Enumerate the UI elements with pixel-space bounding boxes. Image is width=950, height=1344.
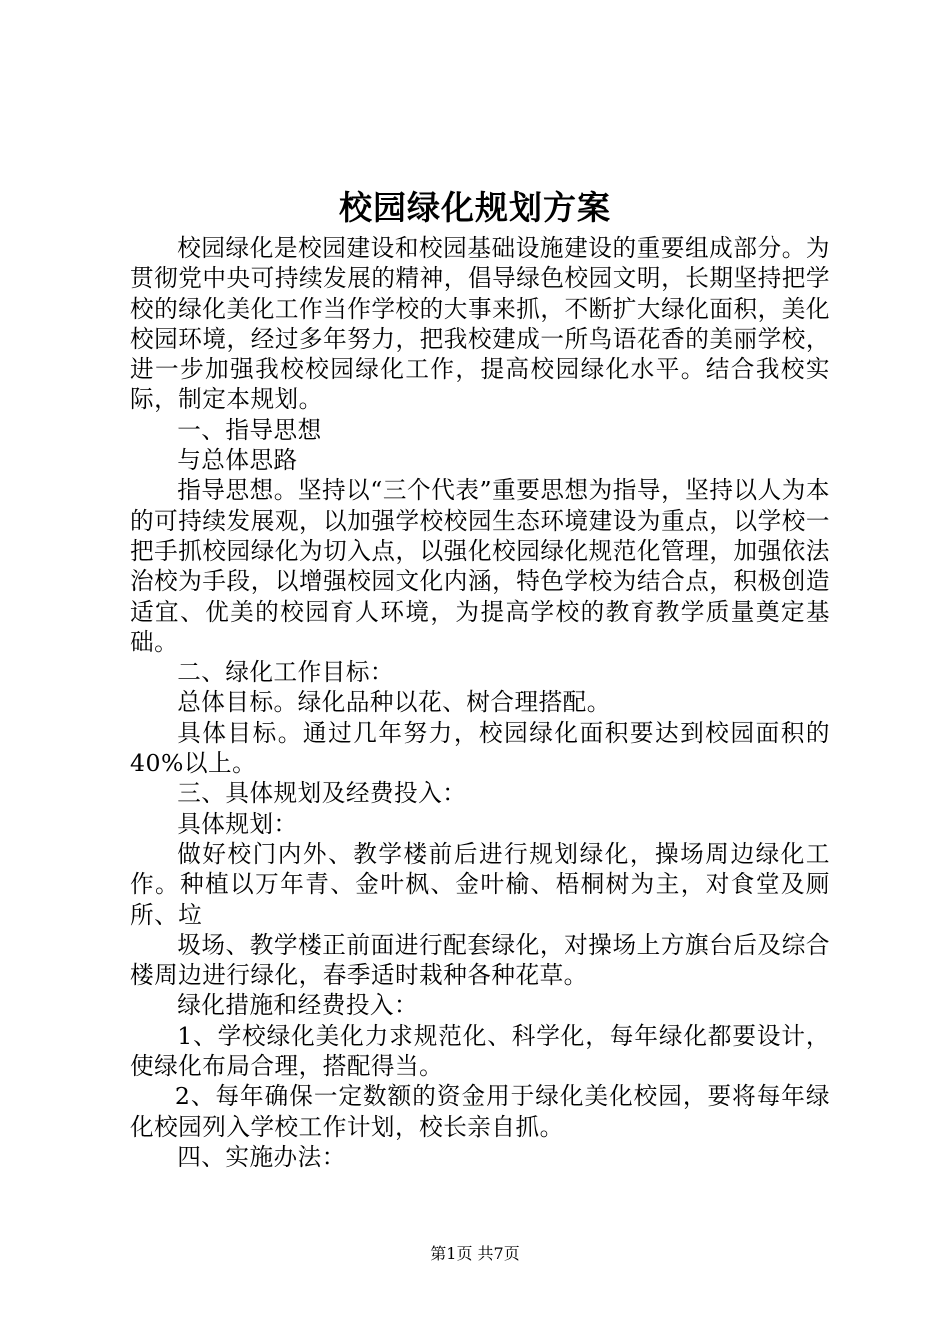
page-footer: 第1页 共7页	[430, 1244, 520, 1263]
list-item-measure-2: 2、每年确保一定数额的资金用于绿化美化校园，要将每年绿化校园列入学校工作计划，校长亲自抓。	[130, 1082, 830, 1141]
list-item-measure-1: 1、学校绿化美化力求规范化、科学化，每年绿化都要设计，使绿化布局合理，搭配得当。	[130, 1021, 830, 1081]
heading-implementation: 四、实施办法：	[177, 1142, 346, 1171]
paragraph-planning-part-2: 圾场、教学楼正前面进行配套绿化，对操场上方旗台后及综合楼周边进行绿化，春季适时栽种各种花草。	[130, 930, 830, 990]
heading-measures-and-funding: 绿化措施和经费投入：	[177, 991, 419, 1020]
paragraph-planning-part-1: 做好校门内外、教学楼前后进行规划绿化，操场周边绿化工作。种植以万年青、金叶枫、金叶榆、梧桐树为主，对食堂及厕所、垃	[130, 839, 830, 929]
paragraph-guiding-ideology: 指导思想。坚持以“三个代表”重要思想为指导，坚持以人为本的可持续发展观，以加强学校校园生态环境建设为重点，以学校一把手抓校园绿化为切入点，以强化校园绿化规范化管理，加强依法治校为手段，以增强校园文化内涵，特色学校为结合点，积极创造适宜、优美的校园育人环境，为提高学校的教育教学质量奠定基础。	[130, 476, 830, 656]
heading-guiding-ideology: 一、指导思想	[177, 415, 322, 444]
document-body	[130, 233, 830, 1172]
document-title: 校园绿化规划方案	[339, 188, 611, 227]
heading-specific-planning: 具体规划：	[177, 809, 298, 838]
paragraph-intro: 校园绿化是校园建设和校园基础设施建设的重要组成部分。为贯彻党中央可持续发展的精神，倡导绿色校园文明，长期坚持把学校的绿化美化工作当作学校的大事来抓，不断扩大绿化面积，美化校园环境，经过多年努力，把我校建成一所鸟语花香的美丽学校，进一步加强我校校园绿化工作，提高校园绿化水平。结合我校实际，制定本规划。	[130, 234, 830, 414]
paragraph-overall-goal: 总体目标。绿化品种以花、树合理搭配。	[177, 688, 611, 717]
paragraph-specific-goal: 具体目标。通过几年努力，校园绿化面积要达到校园面积的40%以上。	[130, 718, 830, 778]
heading-greening-goals: 二、绿化工作目标：	[177, 658, 395, 687]
heading-overall-approach: 与总体思路	[177, 446, 298, 475]
heading-planning-and-funding: 三、具体规划及经费投入：	[177, 779, 467, 808]
